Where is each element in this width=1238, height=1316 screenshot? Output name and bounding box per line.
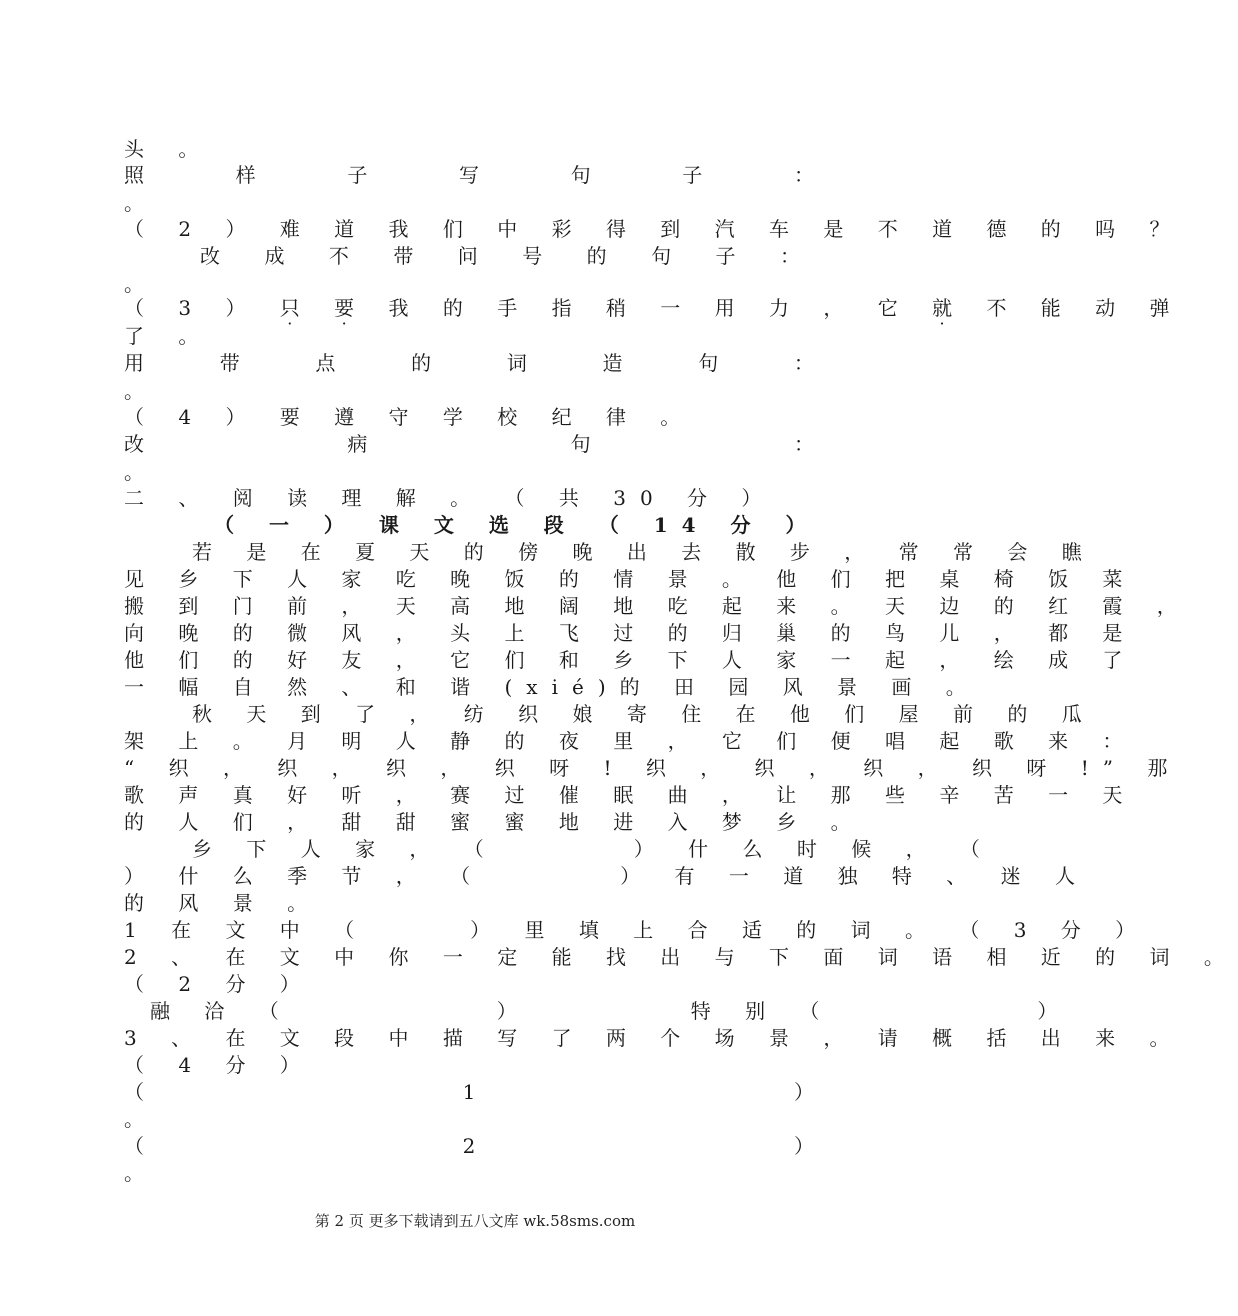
text-line: 头 。 <box>124 137 213 161</box>
word: 造 <box>602 351 623 375</box>
dotted-char: 要 <box>334 296 369 320</box>
word: ： <box>793 351 814 375</box>
question-2: （ 2 ） 难 道 我 们 中 彩 得 到 汽 车 是 不 道 德 的 吗 ？ <box>124 217 1184 241</box>
word: 带 <box>393 244 414 268</box>
text-line: 了 。 <box>124 324 213 348</box>
passage-line: 见 乡 下 人 家 吃 晚 饭 的 情 景 。 他 们 把 桌 椅 饭 菜 <box>124 567 1137 591</box>
exercise-3: 3 、 在 文 段 中 描 写 了 两 个 场 景 ， 请 概 括 出 来 。 <box>124 1026 1184 1050</box>
exercise-1: 1 在 文 中 （ ） 里 填 上 合 适 的 词 。 （ 3 分 ） <box>124 918 1150 942</box>
instruction-line-make-sentence <box>124 350 814 376</box>
word: 子 <box>682 163 703 187</box>
dotted-char: 只 <box>279 296 314 320</box>
answer-line-end: 。 <box>124 1161 144 1185</box>
passage-line: 他 们 的 好 友 ， 它 们 和 乡 下 人 家 一 起 ， 绘 成 了 <box>124 648 1137 672</box>
passage-line: 一 幅 自 然 、 和 谐 (xié)的 田 园 风 景 画 。 <box>124 675 980 699</box>
word: 用 <box>124 351 144 375</box>
word: 样 <box>235 163 256 187</box>
word: 句 <box>570 163 591 187</box>
score-note: （ 2 分 ） <box>124 972 314 996</box>
word: 子 <box>347 163 368 187</box>
answer-line-end: 。 <box>124 379 144 403</box>
word: 改 <box>124 432 144 456</box>
word: 写 <box>458 163 479 187</box>
word: ： <box>793 432 814 456</box>
passage-line: 的 风 景 。 <box>124 891 322 915</box>
word: ： <box>779 244 800 268</box>
passage-line: 歌 声 真 好 听 ， 赛 过 催 眠 曲 ， 让 那 些 辛 苦 一 天 <box>124 783 1137 807</box>
answer-blank-1: （ 1 ） <box>124 1080 814 1104</box>
word: 不 <box>328 244 349 268</box>
answer-line-end: 。 <box>124 1107 144 1131</box>
word: 的 <box>586 244 607 268</box>
word: 成 <box>264 244 285 268</box>
passage-line: 乡 下 人 家 ， （ ） 什 么 时 候 ， （ <box>124 837 994 861</box>
passage-line: “ 织 ， 织 ， 织 ， 织 呀 ! 织 ， 织 ， 织 ， 织 呀 !” 那 <box>124 756 1182 780</box>
section-heading: 二 、 阅 读 理 解 。 （ 共 30 分 ） <box>124 486 776 510</box>
exercise-2-blanks: 融 洽 （ ） 特 别 （ ） <box>150 999 1072 1023</box>
passage-line: 搬 到 门 前 ， 天 高 地 阔 地 吃 起 来 。 天 边 的 红 霞 ， <box>124 594 1191 618</box>
word: 的 <box>411 351 432 375</box>
word: 句 <box>570 432 591 456</box>
word: ： <box>793 163 814 187</box>
word: 句 <box>698 351 719 375</box>
exercise-2: 2 、 在 文 中 你 一 定 能 找 出 与 下 面 词 语 相 近 的 词 。 <box>124 945 1238 969</box>
word: 病 <box>347 432 368 456</box>
passage-line: 架 上 。 月 明 人 静 的 夜 里 ， 它 们 便 唱 起 歌 来 ： <box>124 729 1137 753</box>
word: 词 <box>506 351 527 375</box>
instruction-line-copy-sentence <box>124 162 814 188</box>
word: 问 <box>457 244 478 268</box>
question-4: （ 4 ） 要 遵 守 学 校 纪 律 。 <box>124 405 695 429</box>
question-3: （ 3 ） 只 要 我 的 手 指 稍 一 用 力 ， 它 就 不 能 动 弹 <box>124 296 1184 320</box>
answer-blank-2: （ 2 ） <box>124 1134 814 1158</box>
word: 点 <box>315 351 336 375</box>
instruction-line-fix-sentence <box>124 431 814 457</box>
answer-line-end: 。 <box>124 460 144 484</box>
instruction-line-no-question-mark <box>200 243 800 269</box>
passage-line: 若 是 在 夏 天 的 傍 晚 出 去 散 步 ， 常 常 会 瞧 <box>124 540 1096 564</box>
subsection-heading: （ 一 ） 课 文 选 段 （ 14 分 ） <box>214 513 820 537</box>
word: 号 <box>522 244 543 268</box>
word: 带 <box>219 351 240 375</box>
score-note: （ 4 分 ） <box>124 1053 314 1077</box>
passage-line: ） 什 么 季 节 ， （ ） 有 一 道 独 特 、 迷 人 <box>124 864 1090 888</box>
passage-line: 秋 天 到 了 ， 纺 织 娘 寄 住 在 他 们 屋 前 的 瓜 <box>124 702 1096 726</box>
passage-line: 向 晚 的 微 风 ， 头 上 飞 过 的 归 巢 的 鸟 儿 ， 都 是 <box>124 621 1137 645</box>
passage-line: 的 人 们 ， 甜 甜 蜜 蜜 地 进 入 梦 乡 。 <box>124 810 865 834</box>
answer-line-end: 。 <box>124 191 144 215</box>
word: 改 <box>200 244 220 268</box>
word: 子 <box>715 244 736 268</box>
word: 照 <box>124 163 144 187</box>
word: 句 <box>651 244 672 268</box>
page-footer: 第 2 页 更多下载请到五八文库 wk.58sms.com <box>314 1212 636 1230</box>
answer-line-end: 。 <box>124 272 144 296</box>
dotted-char: 就 <box>932 296 967 320</box>
